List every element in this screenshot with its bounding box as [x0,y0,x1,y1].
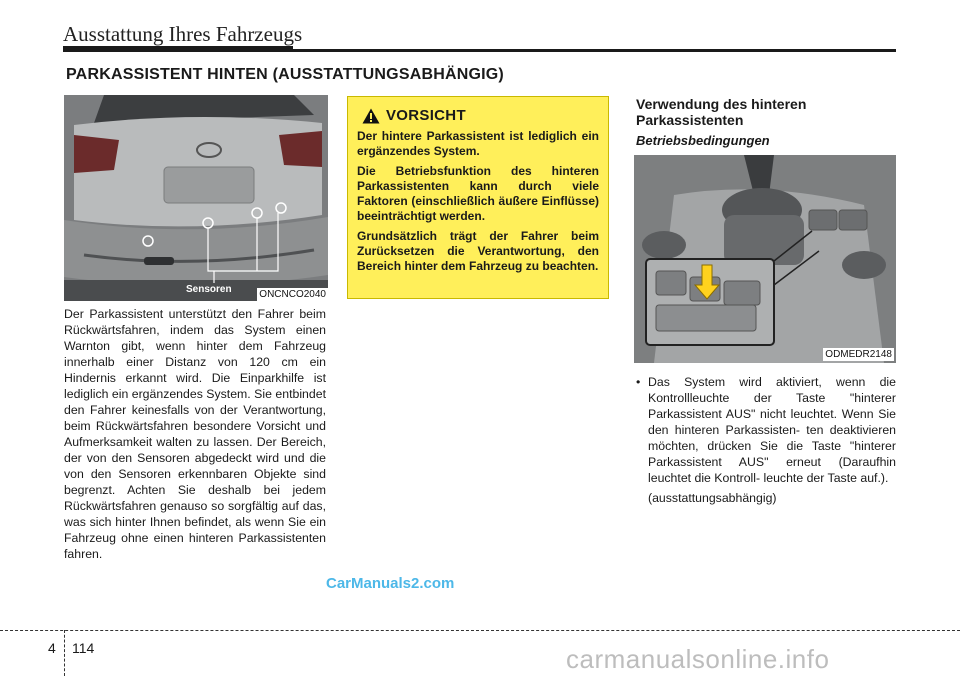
caution-paragraph: Der hintere Parkassistent ist lediglich ein ergänzendes System. [357,129,599,158]
figure-code: ODMEDR2148 [825,349,892,360]
warning-triangle-icon [362,108,380,124]
caution-paragraph: Grundsätzlich trägt der Fahrer beim Zurücksetzen die Verantwortung, den Bereich hinter dem Fahrzeug zu beachten. [357,229,599,273]
equipment-note: (ausstattungsabhängig) [648,491,777,505]
subsection-subtitle: Betriebsbedingungen [636,133,770,148]
center-console-illustration [634,155,896,363]
vehicle-rear-illustration [64,95,328,301]
site-watermark: carmanualsonline.info [566,644,830,674]
rear-bumper-sensor-photo [64,95,328,301]
bullet-text: Das System wird aktiviert, wenn die Kontrollleuchte der Taste "hinterer Parkassistent AUS" nicht leuchtet. Wenn Sie den hinteren Parkassisten- ten deaktivieren möchten, drücken Sie die Taste "hinterer Parkassistent AUS" erneut (Daraufhin leuchtet die Kontroll- leuchte der Taste auf.). [648,375,896,485]
page-number: 114 [72,640,95,656]
section-title: PARKASSISTENT HINTEN (AUSSTATTUNGSABHÄNGIG) [66,66,504,83]
header-rule [63,49,896,52]
chapter-number: 4 [48,640,56,656]
caution-paragraph: Die Betriebsfunktion des hinteren Parkassistenten kann durch viele Faktoren (einschließlich äußere Einflüsse) beeinträchtigt werden. [357,164,599,223]
bullet-list [636,374,896,506]
bullet-icon: • [636,375,641,389]
watermark: CarManuals2.com [326,575,455,592]
caution-header [362,107,599,124]
caution-title: VORSICHT [386,107,466,124]
caution-box [347,96,609,299]
figure-code: ONCNCO2040 [259,289,326,300]
body-paragraph: Der Parkassistent unterstützt den Fahrer beim Rückwärtsfahren, indem das System einen Warnton gibt, wenn hinter dem Fahrzeug innerhalb einer Distanz von 120 cm ein Hindernis erkannt wird. Die Einparkhilfe ist lediglich ein ergänzendes System. Sie entbindet den Fahrer keinesfalls von der Verantwortung, beim Rückwärtsfahren besondere Vorsicht und Aufmerksamkeit walten zu lassen. Der Bereich, der von den Sensoren abgedeckt wird und die von den Sensoren erkennbaren Objekte sind begrenzt. Achten Sie deshalb bei jedem Rückwärtsfahren genauso so sorgfältig auf das, was sich hinter Ihnen befindet, als wenn Sie ein Fahrzeug ohne einen hinteren Parkassistenten fahren. [64,307,326,561]
console-switch-photo [634,155,896,363]
list-item [636,374,896,486]
footer-rule [0,630,960,631]
sensor-label: Sensoren [186,284,232,295]
footer-divider [64,630,65,676]
subsection-title: Verwendung des hinteren Parkassistenten [636,96,807,128]
header-title: Ausstattung Ihres Fahrzeugs [63,22,303,46]
